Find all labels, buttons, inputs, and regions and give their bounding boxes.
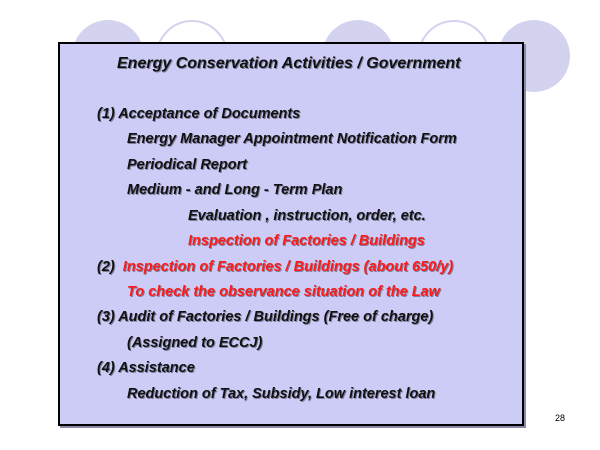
- page-number: 28: [554, 413, 565, 423]
- list-item: To check the observance situation of the Law: [127, 284, 440, 300]
- list-item: [97, 259, 453, 275]
- list-item: Evaluation , instruction, order, etc.: [188, 208, 426, 224]
- list-item: (4) Assistance: [97, 360, 195, 376]
- item-number: (2): [97, 259, 115, 275]
- list-item: Periodical Report: [127, 157, 248, 173]
- list-item: Energy Manager Appointment Notification Form: [127, 131, 457, 147]
- slide-title: Energy Conservation Activities / Government: [117, 55, 461, 72]
- list-item: Medium - and Long - Term Plan: [127, 182, 343, 198]
- list-item: (3) Audit of Factories / Buildings (Free of charge): [97, 309, 434, 325]
- content-panel: [58, 42, 524, 426]
- list-item: Inspection of Factories / Buildings: [188, 233, 425, 249]
- item-text: Inspection of Factories / Buildings (about 650/y): [122, 259, 454, 275]
- list-item: (Assigned to ECCJ): [127, 335, 263, 351]
- list-item: Reduction of Tax, Subsidy, Low interest loan: [127, 386, 436, 402]
- list-item: (1) Acceptance of Documents: [97, 106, 301, 122]
